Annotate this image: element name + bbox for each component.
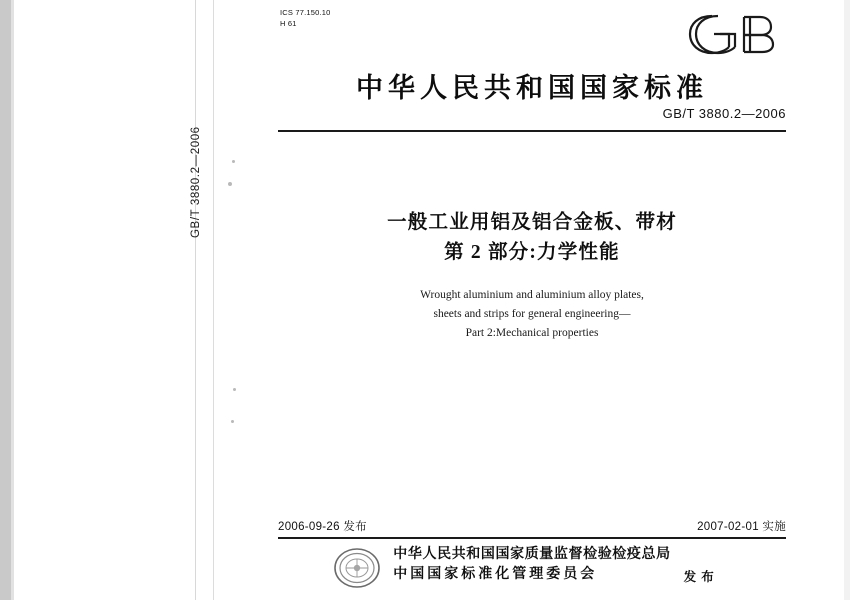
national-emblem-icon (333, 547, 381, 589)
gb-logo-icon (674, 6, 786, 62)
issuer-name-2: 中国国家标准化管理委员会 (393, 567, 598, 583)
document-title-cn-line2: 第 2 部分:力学性能 (444, 242, 620, 264)
document-title-cn (220, 208, 844, 268)
ics-classification (280, 8, 331, 30)
ics-code: ICS 77.150.10 (280, 8, 331, 17)
effective-date: 2007-02-01 实施 (697, 521, 786, 533)
date-row (278, 518, 786, 534)
document-title-en-line2: sheets and strips for general engineering— (433, 307, 631, 320)
issue-date: 2006-09-26 发布 (278, 521, 367, 533)
divider-bottom (278, 537, 786, 539)
standard-number: GB/T 3880.2—2006 (662, 106, 786, 121)
issuer-name-1: 中华人民共和国国家质量监督检验检疫总局 (393, 547, 671, 562)
binding-edge (0, 0, 11, 600)
ccs-code: H 61 (280, 18, 297, 28)
spine-standard-number: GB/T 3880.2—2006 (190, 126, 202, 238)
page-right-edge (844, 0, 850, 600)
issuer-block (220, 545, 844, 586)
issue-label: 发 布 (683, 569, 715, 584)
document-title-en (220, 286, 844, 343)
document-title-en-line3: Part 2:Mechanical properties (465, 326, 599, 339)
document-title-en-line1: Wrought aluminium and aluminium alloy plates, (420, 289, 644, 301)
page-title: 中华人民共和国国家标准 (356, 73, 708, 103)
cover-content (220, 0, 844, 600)
binding-edge-inner (11, 0, 14, 600)
document-title-cn-line1: 一般工业用铝及铝合金板、带材 (387, 212, 677, 233)
divider-top (278, 130, 786, 132)
